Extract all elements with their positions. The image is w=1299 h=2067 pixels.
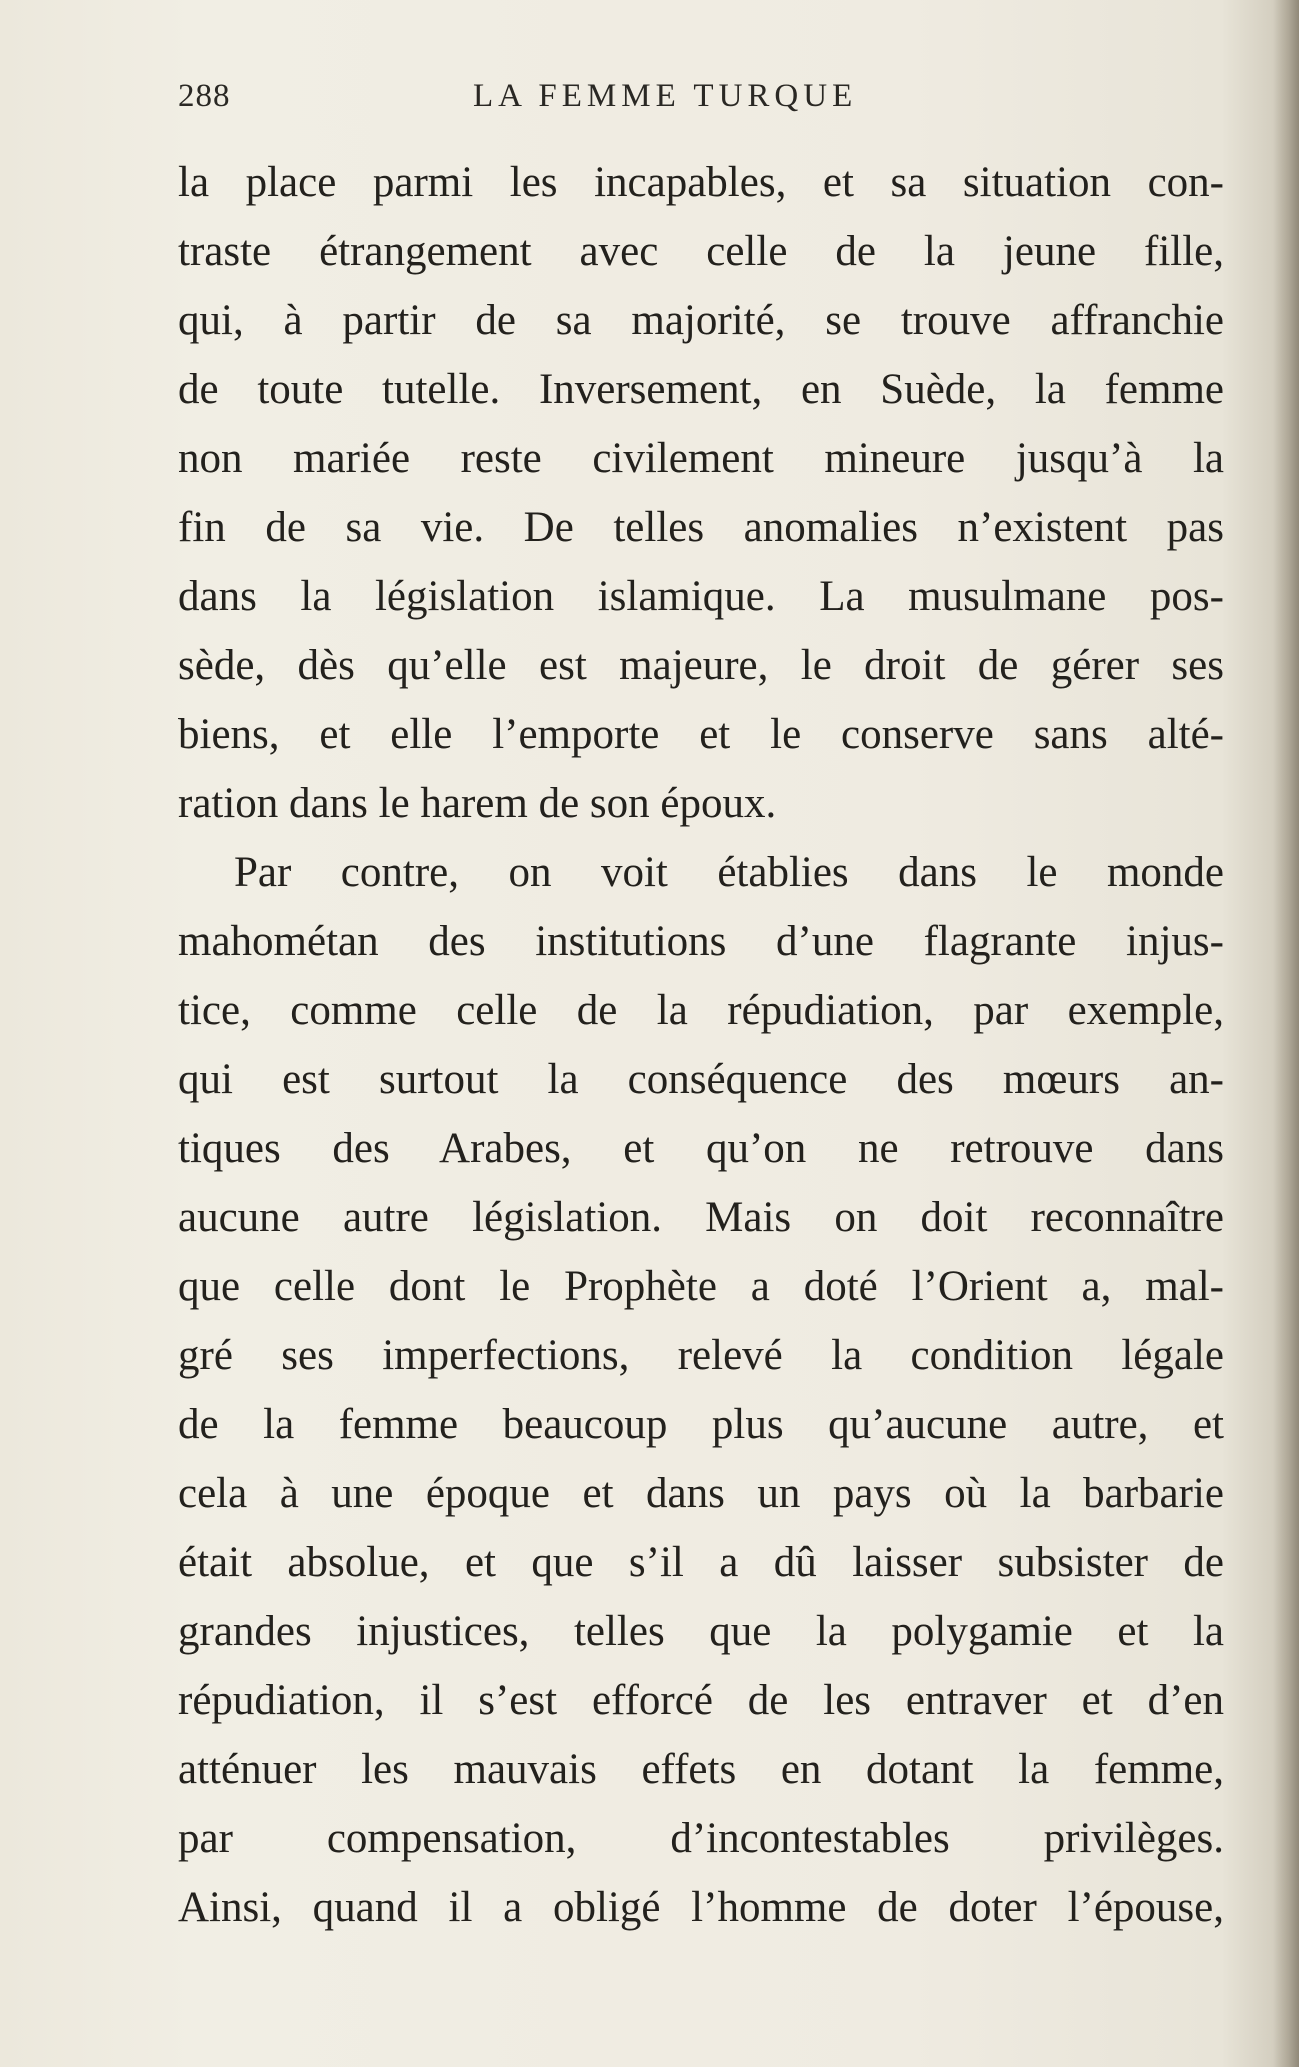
text-line: biens, et elle l’emporte et le conserve sans alté- (178, 711, 1224, 758)
text-line: fin de sa vie. De telles anomalies n’existent pas (178, 504, 1224, 551)
page-number: 288 (178, 78, 231, 114)
text-line: tice, comme celle de la répudiation, par exemple, (178, 987, 1224, 1034)
text-line: dans la législation islamique. La musulmane pos- (178, 573, 1224, 620)
text-line: cela à une époque et dans un pays où la barbarie (178, 1470, 1224, 1517)
text-line: grandes injustices, telles que la polygamie et la (178, 1608, 1224, 1655)
text-line: sède, dès qu’elle est majeure, le droit de gérer ses (178, 642, 1224, 689)
paragraph-2 (178, 838, 1224, 1942)
text-line: que celle dont le Prophète a doté l’Orient a, mal- (178, 1263, 1224, 1310)
text-line: traste étrangement avec celle de la jeune fille, (178, 228, 1224, 275)
text-line: Par contre, on voit établies dans le monde (234, 849, 1224, 896)
text-line: de toute tutelle. Inversement, en Suède, la femme (178, 366, 1224, 413)
text-line: de la femme beaucoup plus qu’aucune autre, et (178, 1401, 1224, 1448)
paragraph-1 (178, 148, 1224, 838)
text-line: qui, à partir de sa majorité, se trouve affranchie (178, 297, 1224, 344)
running-title: LA FEMME TURQUE (473, 78, 858, 114)
text-line: tiques des Arabes, et qu’on ne retrouve dans (178, 1125, 1224, 1172)
text-line: ration dans le harem de son époux. (178, 780, 777, 827)
text-line: répudiation, il s’est efforcé de les entraver et d’en (178, 1677, 1224, 1724)
body-text (178, 148, 1224, 1942)
running-head (178, 78, 1228, 126)
text-line: était absolue, et que s’il a dû laisser subsister de (178, 1539, 1224, 1586)
text-line: gré ses imperfections, relevé la condition légale (178, 1332, 1224, 1379)
text-line: qui est surtout la conséquence des mœurs an- (178, 1056, 1224, 1103)
text-line: par compensation, d’incontestables privilèges. (178, 1815, 1224, 1862)
text-line: non mariée reste civilement mineure jusqu’à la (178, 435, 1224, 482)
text-line: mahométan des institutions d’une flagrante injus- (178, 918, 1224, 965)
text-line: atténuer les mauvais effets en dotant la femme, (178, 1746, 1224, 1793)
text-line: Ainsi, quand il a obligé l’homme de doter l’épouse, (178, 1884, 1224, 1931)
text-line: aucune autre législation. Mais on doit reconnaître (178, 1194, 1224, 1241)
text-line: la place parmi les incapables, et sa situation con- (178, 159, 1224, 206)
